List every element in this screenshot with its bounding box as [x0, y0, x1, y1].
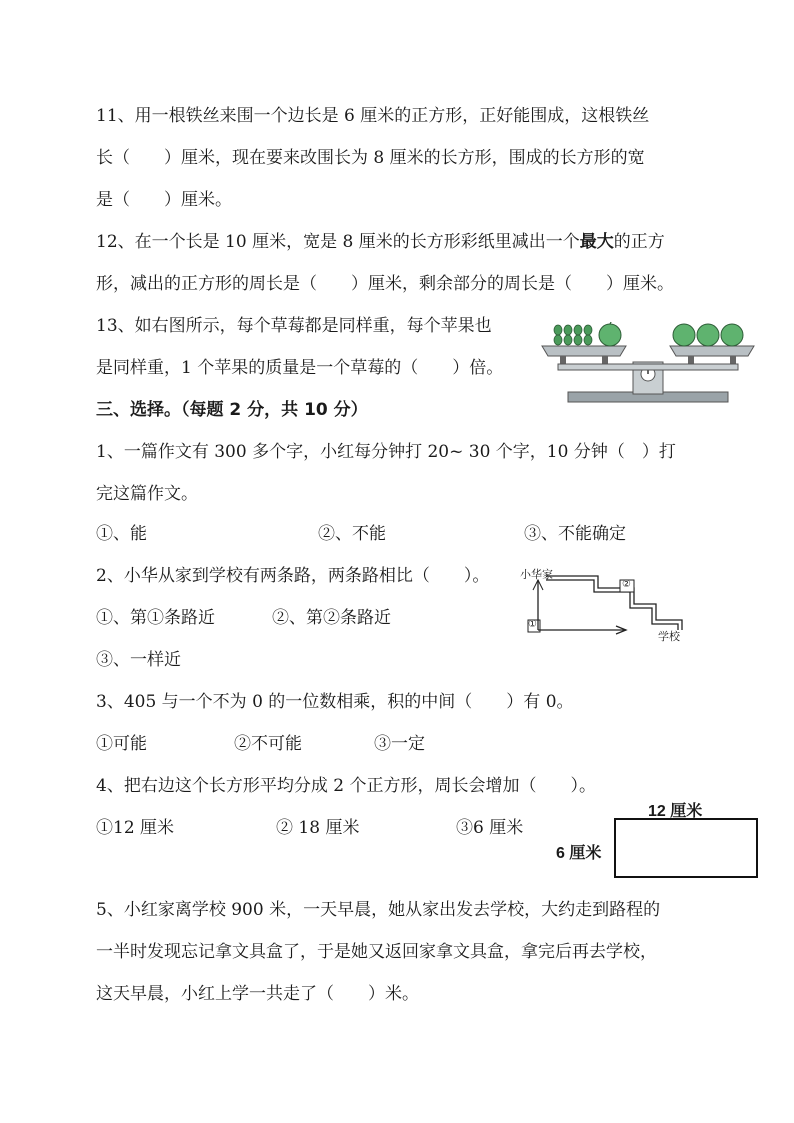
q12-text-pre: 12、在一个长是 10 厘米，宽是 8 厘米的长方形彩纸里减出一个 [96, 232, 580, 252]
q12-line-2: 形，减出的正方形的周长是（ ）厘米，剩余部分的周长是（ ）厘米。 [96, 274, 674, 294]
c5-line-3: 这天早晨，小红上学一共走了（ ）米。 [96, 984, 419, 1004]
c1-line-2: 完这篇作文。 [96, 484, 198, 504]
c2-option-1: ①、第①条路近 [96, 608, 215, 628]
c3-line-1: 3、405 与一个不为 0 的一位数相乘，积的中间（ ）有 0。 [96, 692, 574, 712]
rect-width-label: 12 厘米 [648, 803, 703, 820]
route-home-label: 小华家 [520, 568, 553, 581]
section-3-title: 三、选择。（每题 2 分，共 10 分） [96, 400, 368, 420]
rectangle-figure [614, 818, 758, 878]
route-2-marker: ② [622, 579, 631, 590]
q11-line-2: 长（ ）厘米，现在要来改围长为 8 厘米的长方形，围成的长方形的宽 [96, 148, 645, 168]
route-1-marker: ① [528, 619, 537, 630]
q11-line-1: 11、用一根铁丝来围一个边长是 6 厘米的正方形，正好能围成，这根铁丝 [96, 106, 650, 126]
c3-option-2: ②不可能 [234, 734, 302, 754]
route-school-label: 学校 [658, 630, 680, 643]
c4-option-1: ①12 厘米 [96, 818, 175, 838]
c4-option-2: ② 18 厘米 [276, 818, 360, 838]
balance-scale-figure [538, 322, 758, 412]
c3-option-3: ③一定 [374, 734, 425, 754]
c5-line-1: 5、小红家离学校 900 米，一天早晨，她从家出发去学校，大约走到路程的 [96, 900, 661, 920]
c1-option-3: ③、不能确定 [524, 524, 626, 544]
c4-line-1: 4、把右边这个长方形平均分成 2 个正方形，周长会增加（ ）。 [96, 776, 596, 796]
q13-line-1: 13、如右图所示，每个草莓都是同样重，每个苹果也 [96, 316, 492, 336]
c4-option-3: ③6 厘米 [456, 818, 524, 838]
c5-line-2: 一半时发现忘记拿文具盒了，于是她又返回家拿文具盒，拿完后再去学校， [96, 942, 657, 962]
q12-text-post: 的正方 [613, 232, 665, 252]
c3-option-1: ①可能 [96, 734, 147, 754]
c1-option-2: ②、不能 [318, 524, 386, 544]
c2-option-3: ③、一样近 [96, 650, 181, 670]
q11-line-3: 是（ ）厘米。 [96, 190, 232, 210]
rect-height-label: 6 厘米 [556, 845, 602, 862]
c1-line-1: 1、一篇作文有 300 多个字，小红每分钟打 20~ 30 个字，10 分钟（ ）打 [96, 442, 676, 462]
q12-text-bold: 最大 [579, 232, 614, 252]
c1-option-1: ①、能 [96, 524, 147, 544]
c2-option-2: ②、第②条路近 [272, 608, 391, 628]
c2-line-1: 2、小华从家到学校有两条路，两条路相比（ ）。 [96, 566, 490, 586]
q13-line-2: 是同样重，1 个苹果的质量是一个草莓的（ ）倍。 [96, 358, 504, 378]
route-figure [516, 564, 700, 644]
q12-line-1 [96, 230, 665, 254]
